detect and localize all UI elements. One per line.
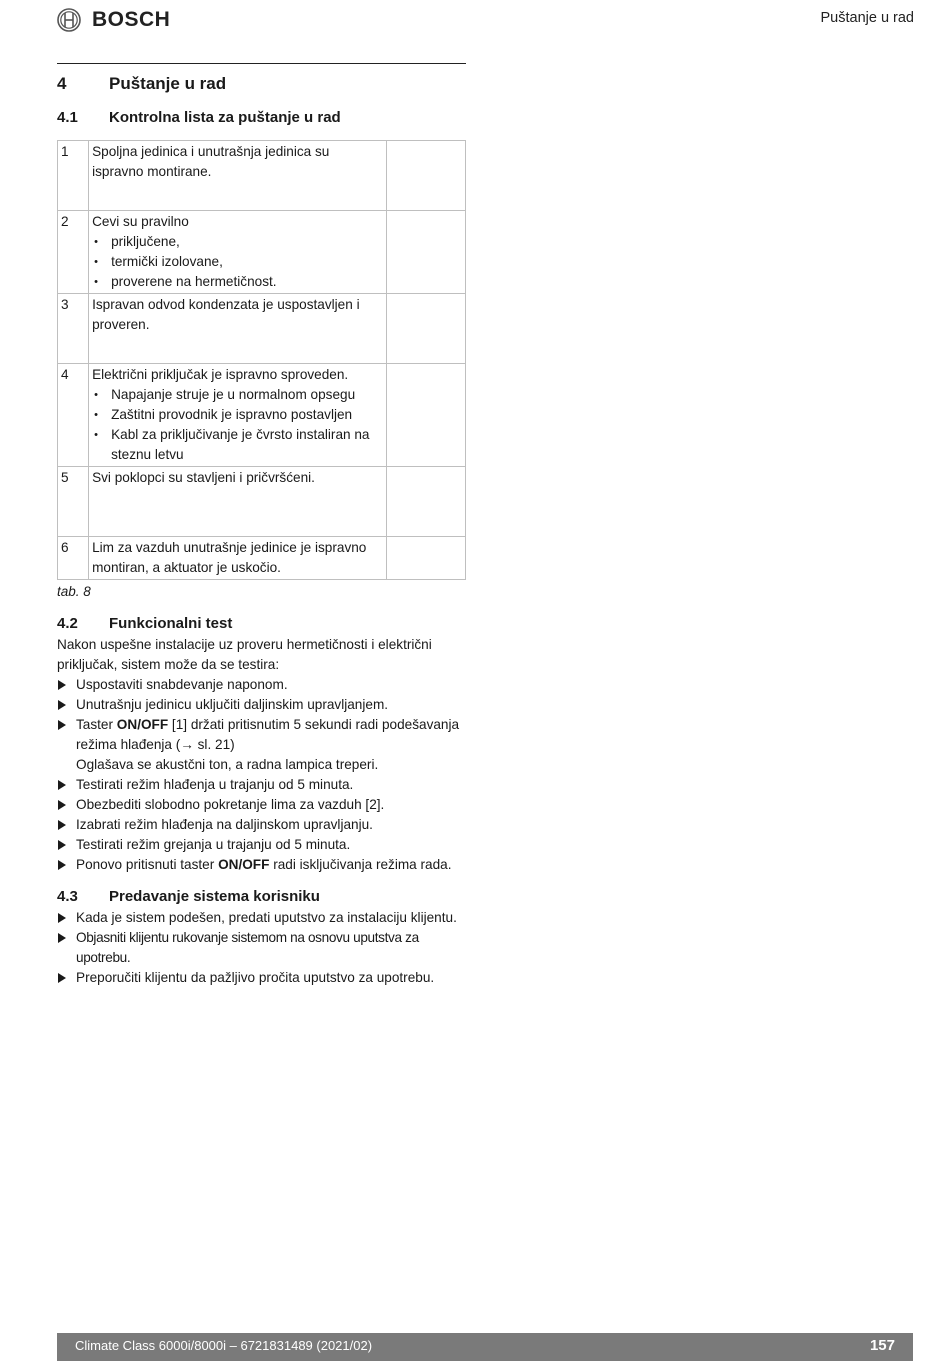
step-text: Kada je sistem podešen, predati uputstvo za instalaciju klijentu.	[76, 910, 457, 925]
list-item: • termički izolovane,	[92, 252, 383, 272]
page-footer	[57, 1333, 913, 1361]
bullet-list	[92, 385, 383, 465]
triangle-right-icon	[58, 680, 66, 690]
table-row	[58, 211, 466, 294]
list-item	[57, 815, 466, 835]
triangle-right-icon	[58, 973, 66, 983]
list-item	[57, 695, 466, 715]
step-text: radi isključivanja režima rada.	[269, 857, 452, 872]
section-title: Funkcionalni test	[109, 615, 233, 632]
list-item: • Napajanje struje je u normalnom opsegu	[92, 385, 383, 405]
row-number: 3	[58, 294, 89, 364]
section-title: Predavanje sistema korisniku	[109, 888, 320, 905]
row-number: 5	[58, 467, 89, 537]
triangle-right-icon	[58, 913, 66, 923]
row-text-main: Električni priključak je ispravno sproveden.	[92, 367, 349, 382]
row-text-main: Lim za vazduh unutrašnje jedinice je ispravno montiran, a aktuator je uskočio.	[92, 540, 367, 575]
row-text	[89, 294, 387, 364]
bosch-armature-icon	[57, 8, 81, 32]
step-text: Preporučiti klijentu da pažljivo pročita uputstvo za upotrebu.	[76, 970, 435, 985]
row-text	[89, 537, 387, 580]
step-text: Taster	[76, 717, 117, 732]
table-row	[58, 141, 466, 211]
page-number: 157	[869, 1337, 895, 1354]
step-text: [1] držati pritisnutim 5 sekundi radi podešavanja režima hlađenja (→ sl. 21)	[76, 717, 460, 752]
list-item	[57, 908, 466, 928]
list-item	[57, 795, 466, 815]
brand-name: BOSCH	[92, 8, 171, 31]
triangle-right-icon	[58, 720, 66, 730]
top-rule	[57, 63, 466, 64]
triangle-right-icon	[58, 800, 66, 810]
step-text: Unutrašnju jedinicu uključiti daljinskim upravljanjem.	[76, 697, 389, 712]
list-item	[57, 675, 466, 695]
step-text: Testirati režim grejanja u trajanju od 5 minuta.	[76, 837, 351, 852]
key-label: ON/OFF	[116, 717, 169, 732]
step-text: Uspostaviti snabdevanje naponom.	[76, 677, 288, 692]
triangle-right-icon	[58, 820, 66, 830]
document-reference: Climate Class 6000i/8000i – 6721831489 (2021/02)	[75, 1338, 373, 1353]
row-text-main: Svi poklopci su stavljeni i pričvršćeni.	[92, 470, 315, 485]
step-text: Izabrati režim hlađenja na daljinskom upravljanju.	[76, 817, 373, 832]
list-item	[57, 715, 466, 775]
section-4-2-heading	[57, 613, 466, 635]
check-box-cell	[386, 211, 465, 294]
section-4-3-heading	[57, 886, 466, 908]
table-row	[58, 537, 466, 580]
triangle-right-icon	[58, 780, 66, 790]
bosch-logo	[57, 8, 170, 32]
section-number: 4	[57, 74, 67, 93]
list-item: • priključene,	[92, 232, 383, 252]
step-text: Objasniti klijentu rukovanje sistemom na osnovu uputstva za upotrebu.	[76, 930, 419, 965]
table-row	[58, 294, 466, 364]
list-item: • proverene na hermetičnost.	[92, 272, 383, 292]
row-text-main: Spoljna jedinica i unutrašnja jedinica su ispravno montirane.	[92, 144, 330, 179]
section-number: 4.1	[57, 109, 78, 126]
step-text: Testirati režim hlađenja u trajanju od 5 minuta.	[76, 777, 354, 792]
list-item: • Zaštitni provodnik je ispravno postavljen	[92, 405, 383, 425]
row-text	[89, 467, 387, 537]
list-item: • Kabl za priključivanje je čvrsto instaliran na steznu letvu	[92, 425, 383, 465]
main-content	[57, 63, 466, 988]
row-number: 4	[58, 364, 89, 467]
check-box-cell	[386, 467, 465, 537]
row-text	[89, 141, 387, 211]
list-item	[57, 968, 466, 988]
table-caption: tab. 8	[57, 584, 91, 599]
page-header	[0, 0, 950, 44]
intro-paragraph: Nakon uspešne instalacije uz proveru hermetičnosti i električni priključak, sistem može da se testira:	[57, 637, 432, 672]
check-box-cell	[386, 364, 465, 467]
row-text	[89, 364, 387, 467]
triangle-right-icon	[58, 840, 66, 850]
list-item	[57, 855, 466, 875]
row-number: 2	[58, 211, 89, 294]
checklist-table	[57, 140, 466, 580]
row-text-main: Cevi su pravilno	[92, 214, 189, 229]
check-box-cell	[386, 537, 465, 580]
step-text: Obezbediti slobodno pokretanje lima za vazduh [2].	[76, 797, 385, 812]
list-item	[57, 775, 466, 795]
table-row	[58, 364, 466, 467]
step-list	[57, 675, 466, 875]
section-4-1-heading	[57, 107, 466, 129]
section-number: 4.3	[57, 888, 78, 905]
step-list	[57, 908, 466, 988]
triangle-right-icon	[58, 933, 66, 943]
row-text-main: Ispravan odvod kondenzata je uspostavljen i proveren.	[92, 297, 360, 332]
table-row	[58, 467, 466, 537]
section-number: 4.2	[57, 615, 78, 632]
list-item	[57, 928, 466, 968]
step-text: Ponovo pritisnuti taster	[76, 857, 219, 872]
bullet-list	[92, 232, 383, 292]
row-number: 6	[58, 537, 89, 580]
check-box-cell	[386, 294, 465, 364]
row-number: 1	[58, 141, 89, 211]
row-text	[89, 211, 387, 294]
triangle-right-icon	[58, 860, 66, 870]
running-header-title: Puštanje u rad	[820, 10, 914, 26]
triangle-right-icon	[58, 700, 66, 710]
check-box-cell	[386, 141, 465, 211]
step-note: Oglašava se akustčni ton, a radna lampica treperi.	[76, 757, 379, 772]
section-title: Kontrolna lista za puštanje u rad	[109, 109, 341, 126]
list-item	[57, 835, 466, 855]
section-4-heading	[57, 72, 466, 96]
section-title: Puštanje u rad	[109, 74, 227, 93]
key-label: ON/OFF	[218, 857, 270, 872]
